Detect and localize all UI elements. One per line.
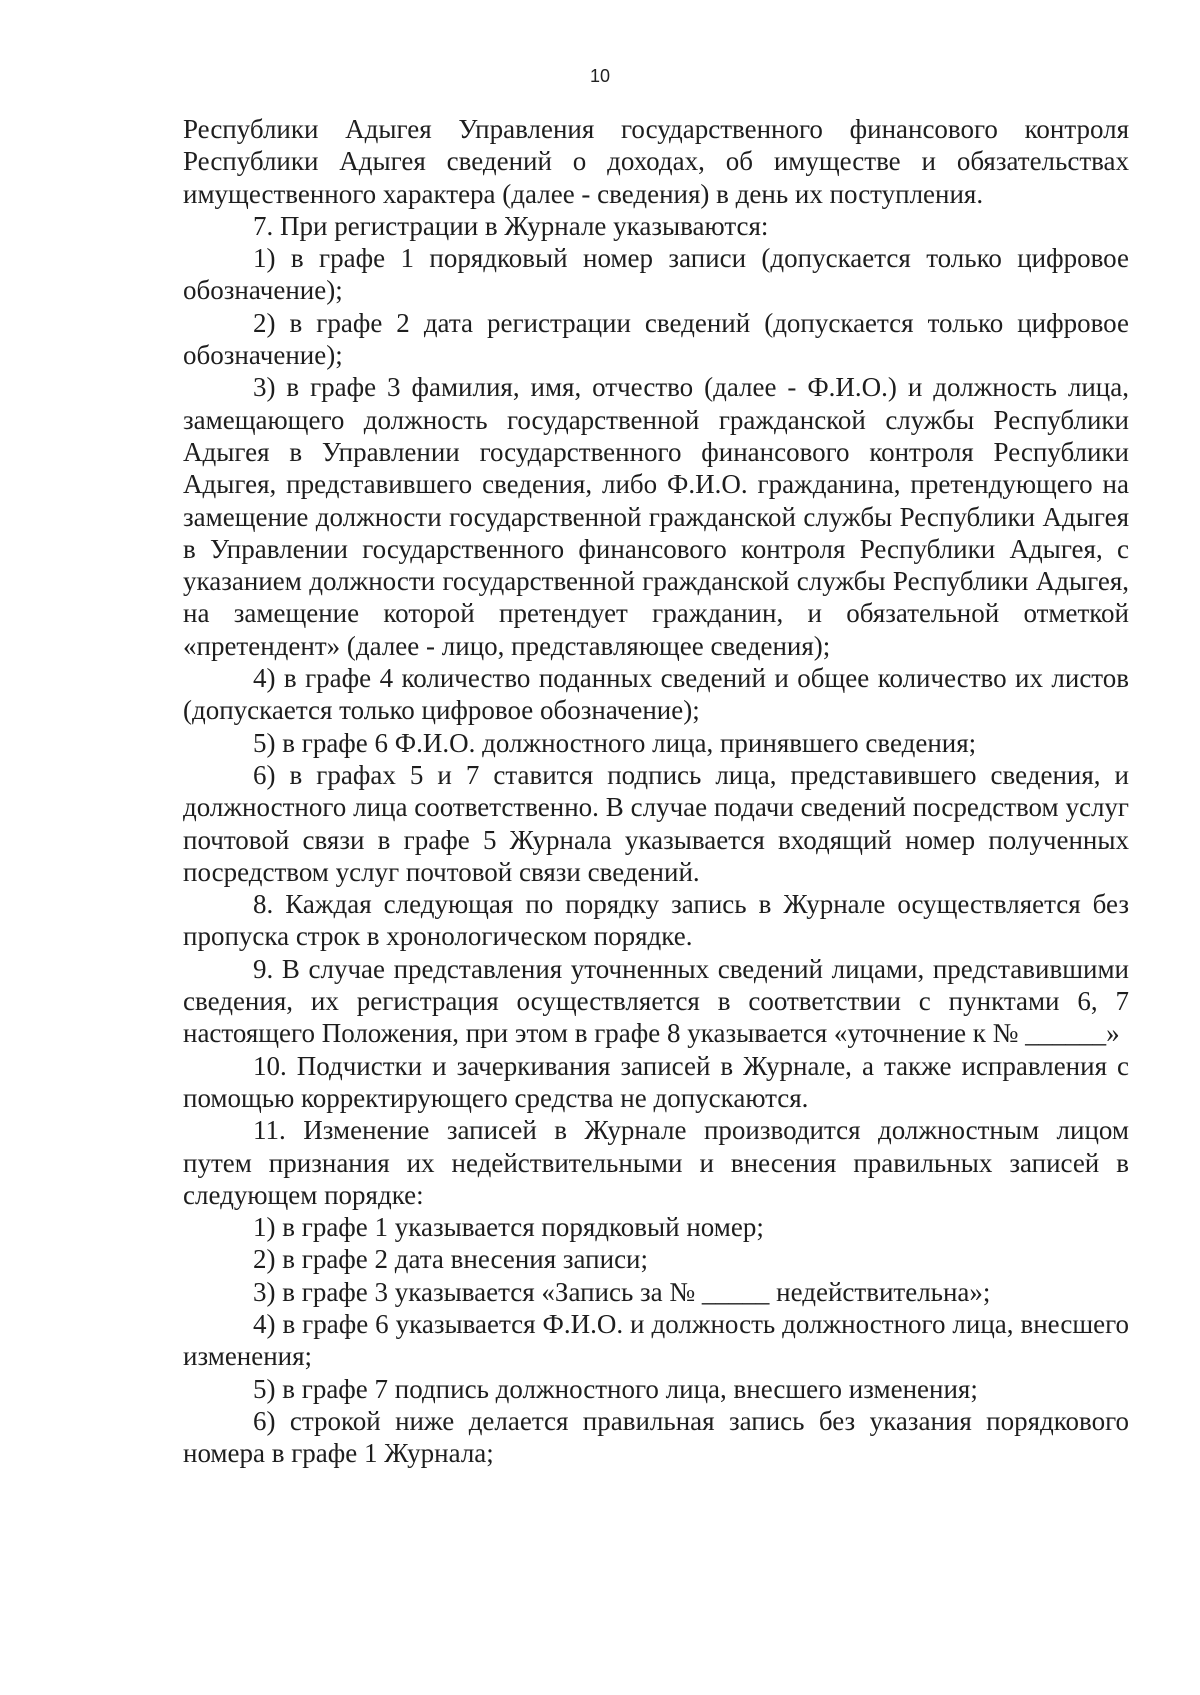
paragraph-item-7: 7. При регистрации в Журнале указываются:	[253, 210, 769, 241]
document-body	[183, 113, 1129, 1469]
page-number: 10	[589, 66, 611, 86]
list-item-11-2: 2) в графе 2 дата внесения записи;	[253, 1244, 649, 1275]
list-item-11-6: 6) строкой ниже делается правильная запись без указания порядкового номера в графе 1 Журнала;	[183, 1405, 1129, 1469]
list-item-11-5: 5) в графе 7 подпись должностного лица, внесшего изменения;	[253, 1373, 978, 1404]
list-item-7-6: 6) в графах 5 и 7 ставится подпись лица, представившего сведения, и должностного лица соответственно. В случае подачи сведений посредством услуг почтовой связи в графе 5 Журнала указывается входящий номер полученных посредством услуг почтовой связи сведений.	[183, 759, 1129, 887]
paragraph-item-11: 11. Изменение записей в Журнале производится должностным лицом путем признания их недействительными и внесения правильных записей в следующем порядке:	[183, 1115, 1129, 1210]
list-item-7-2: 2) в графе 2 дата регистрации сведений (допускается только цифровое обозначение);	[183, 307, 1129, 371]
list-item-7-3: 3) в графе 3 фамилия, имя, отчество (далее - Ф.И.О.) и должность лица, замещающего должность государственной гражданской службы Республики Адыгея в Управлении государственного финансового контроля Республики Адыгея, представившего сведения, либо Ф.И.О. гражданина, претендующего на замещение должности государственной гражданской службы Республики Адыгея в Управлении государственного финансового контроля Республики Адыгея, с указанием должности государственной гражданской службы Республики Адыгея, на замещение которой претендует гражданин, и обязательной отметкой «претендент» (далее - лицо, представляющее сведения);	[183, 372, 1129, 661]
paragraph-item-8: 8. Каждая следующая по порядку запись в Журнале осуществляется без пропуска строк в хронологическом порядке.	[183, 889, 1129, 952]
list-item-11-3: 3) в графе 3 указывается «Запись за № _____ недействительна»;	[253, 1276, 991, 1307]
paragraph-item-9: 9. В случае представления уточненных сведений лицами, представившими сведения, их регистрация осуществляется в соответствии с пунктами 6, 7 настоящего Положения, при этом в графе 8 указывается «уточнение к № ______»	[183, 953, 1129, 1049]
list-item-7-5: 5) в графе 6 Ф.И.О. должностного лица, принявшего сведения;	[253, 727, 977, 758]
list-item-11-4: 4) в графе 6 указывается Ф.И.О. и должность должностного лица, внесшего изменения;	[183, 1308, 1129, 1372]
list-item-7-1: 1) в графе 1 порядковый номер записи (допускается только цифровое обозначение);	[183, 243, 1129, 306]
list-item-7-4: 4) в графе 4 количество поданных сведений и общее количество их листов (допускается только цифровое обозначение);	[183, 663, 1129, 726]
paragraph-continuation: Республики Адыгея Управления государственного финансового контроля Республики Адыгея сведений о доходах, об имуществе и обязательствах имущественного характера (далее - сведения) в день их поступления.	[183, 114, 1129, 209]
list-item-11-1: 1) в графе 1 указывается порядковый номер;	[253, 1212, 764, 1243]
paragraph-item-10: 10. Подчистки и зачеркивания записей в Журнале, а также исправления с помощью корректирующего средства не допускаются.	[183, 1050, 1129, 1113]
